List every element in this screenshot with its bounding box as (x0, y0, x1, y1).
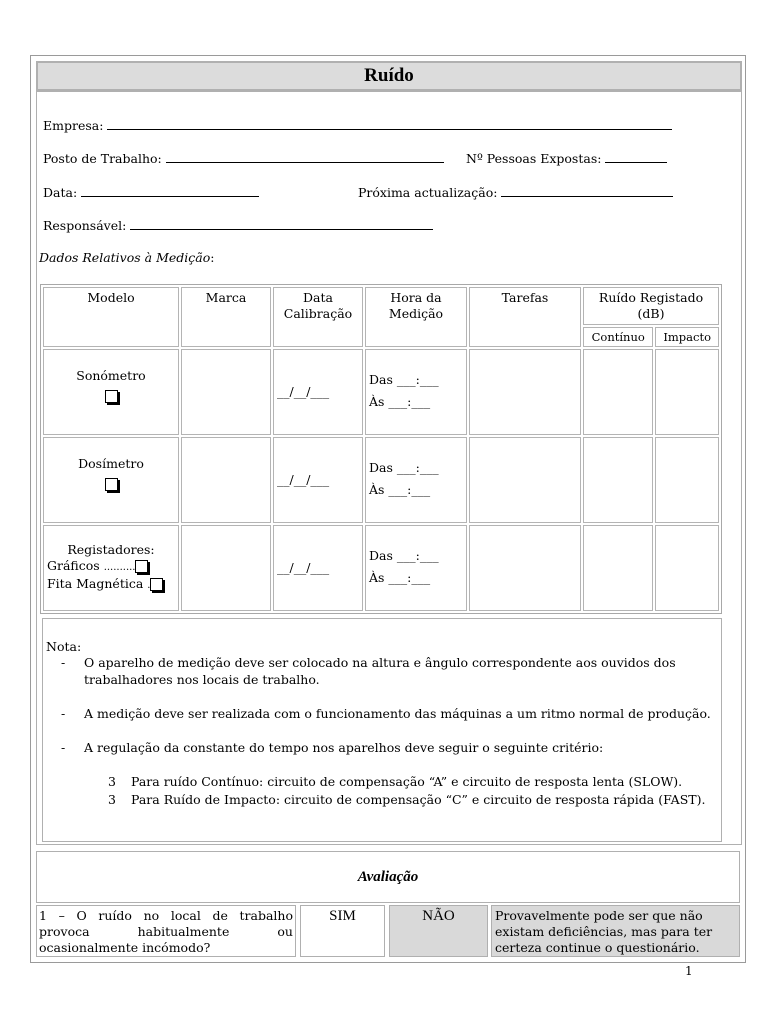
das-time[interactable]: Das ___:___ (369, 460, 439, 475)
model-cell (43, 349, 179, 435)
th-modelo: Modelo (43, 287, 179, 347)
responsavel-field[interactable] (43, 217, 433, 233)
nota-sub-2: Para Ruído de Impacto: circuito de compensação “C” e circuito de resposta rápida (FAST). (131, 792, 706, 807)
sim-button[interactable]: SIM (300, 905, 385, 957)
marca-cell[interactable] (181, 349, 271, 435)
bullet: - (61, 740, 66, 755)
graficos-label: Gráficos (47, 558, 100, 573)
th-continuo: Contínuo (583, 327, 653, 347)
page-title: Ruído (36, 61, 742, 91)
fita-checkbox[interactable] (150, 578, 163, 591)
nota-label: Nota: (46, 639, 82, 654)
continuo-cell[interactable] (583, 349, 653, 435)
th-ruido-registado: Ruído Registado (dB) (583, 287, 719, 325)
sub-number: 3 (108, 774, 116, 789)
date-cell[interactable]: __/__/___ (273, 437, 363, 523)
dosimetro-checkbox[interactable] (105, 478, 118, 491)
posto-field[interactable] (43, 150, 444, 166)
fita-label: Fita Magnética (47, 576, 144, 591)
nota-item-1: O aparelho de medição deve ser colocado na altura e ângulo correspondente aos ouvidos dos (84, 655, 676, 670)
nota-item-1b: trabalhadores nos locais de trabalho. (84, 672, 320, 687)
sub-number: 3 (108, 792, 116, 807)
model-cell (43, 437, 179, 523)
as-time[interactable]: Às ___:___ (369, 394, 431, 409)
model-name: Dosímetro (78, 456, 144, 471)
as-time[interactable]: Às ___:___ (369, 482, 431, 497)
table-row (43, 437, 719, 523)
empresa-label: Empresa: (43, 118, 104, 133)
pessoas-label: Nº Pessoas Expostas: (466, 151, 602, 166)
data-blank[interactable] (81, 184, 259, 197)
posto-blank[interactable] (166, 150, 444, 163)
dados-heading: Dados Relativos à Medição: (39, 250, 215, 265)
th-impacto: Impacto (655, 327, 719, 347)
impacto-cell[interactable] (655, 525, 719, 611)
date-cell[interactable]: __/__/___ (273, 349, 363, 435)
time-cell[interactable] (365, 349, 467, 435)
das-time[interactable]: Das ___:___ (369, 372, 439, 387)
th-data-calibracao: Data Calibração (273, 287, 363, 347)
marca-cell[interactable] (181, 437, 271, 523)
question-text: 1 – O ruído no local de trabalho provoca habitualmente ou ocasionalmente incómodo? (36, 905, 296, 957)
th-tarefas: Tarefas (469, 287, 581, 347)
proxima-field[interactable] (358, 184, 673, 200)
impacto-cell[interactable] (655, 349, 719, 435)
tarefas-cell[interactable] (469, 525, 581, 611)
nota-item-2: A medição deve ser realizada com o funcionamento das máquinas a um ritmo normal de produção. (84, 706, 711, 721)
model-name: Sonómetro (76, 368, 146, 383)
question-note: Provavelmente pode ser que não existam deficiências, mas para ter certeza continue o questionário. (491, 905, 740, 957)
data-field[interactable] (43, 184, 259, 200)
as-time[interactable]: Às ___:___ (369, 570, 431, 585)
continuo-cell[interactable] (583, 437, 653, 523)
nota-sub-1: Para ruído Contínuo: circuito de compensação “A” e circuito de resposta lenta (SLOW). (131, 774, 683, 789)
th-marca: Marca (181, 287, 271, 347)
th-hora-medicao: Hora da Medição (365, 287, 467, 347)
dados-label: Dados Relativos à Medição (39, 250, 211, 265)
graficos-checkbox[interactable] (135, 560, 148, 573)
tarefas-cell[interactable] (469, 437, 581, 523)
continuo-cell[interactable] (583, 525, 653, 611)
impacto-cell[interactable] (655, 437, 719, 523)
avaliacao-heading: Avaliação (36, 851, 740, 903)
nao-button[interactable]: NÃO (389, 905, 488, 957)
bullet: - (61, 706, 66, 721)
table-row (43, 525, 719, 611)
time-cell[interactable] (365, 525, 467, 611)
pessoas-field[interactable] (466, 150, 667, 166)
sonometro-checkbox[interactable] (105, 390, 118, 403)
page-number: 1 (685, 964, 693, 978)
measurement-table (40, 284, 722, 614)
responsavel-label: Responsável: (43, 218, 127, 233)
date-cell[interactable]: __/__/___ (273, 525, 363, 611)
table-row (43, 349, 719, 435)
marca-cell[interactable] (181, 525, 271, 611)
responsavel-blank[interactable] (130, 217, 433, 230)
nota-item-3: A regulação da constante do tempo nos aparelhos deve seguir o seguinte critério: (84, 740, 604, 755)
nota-box (42, 618, 722, 842)
tarefas-cell[interactable] (469, 349, 581, 435)
model-name: Registadores: (67, 542, 155, 557)
posto-label: Posto de Trabalho: (43, 151, 162, 166)
proxima-label: Próxima actualização: (358, 185, 498, 200)
empresa-field[interactable] (43, 117, 672, 133)
bullet: - (61, 655, 66, 670)
empresa-blank[interactable] (107, 117, 672, 130)
data-label: Data: (43, 185, 78, 200)
das-time[interactable]: Das ___:___ (369, 548, 439, 563)
pessoas-blank[interactable] (605, 150, 667, 163)
proxima-blank[interactable] (501, 184, 673, 197)
model-cell: Registadores: Gráficos .......... Fita Magnética . (43, 525, 179, 611)
time-cell[interactable] (365, 437, 467, 523)
